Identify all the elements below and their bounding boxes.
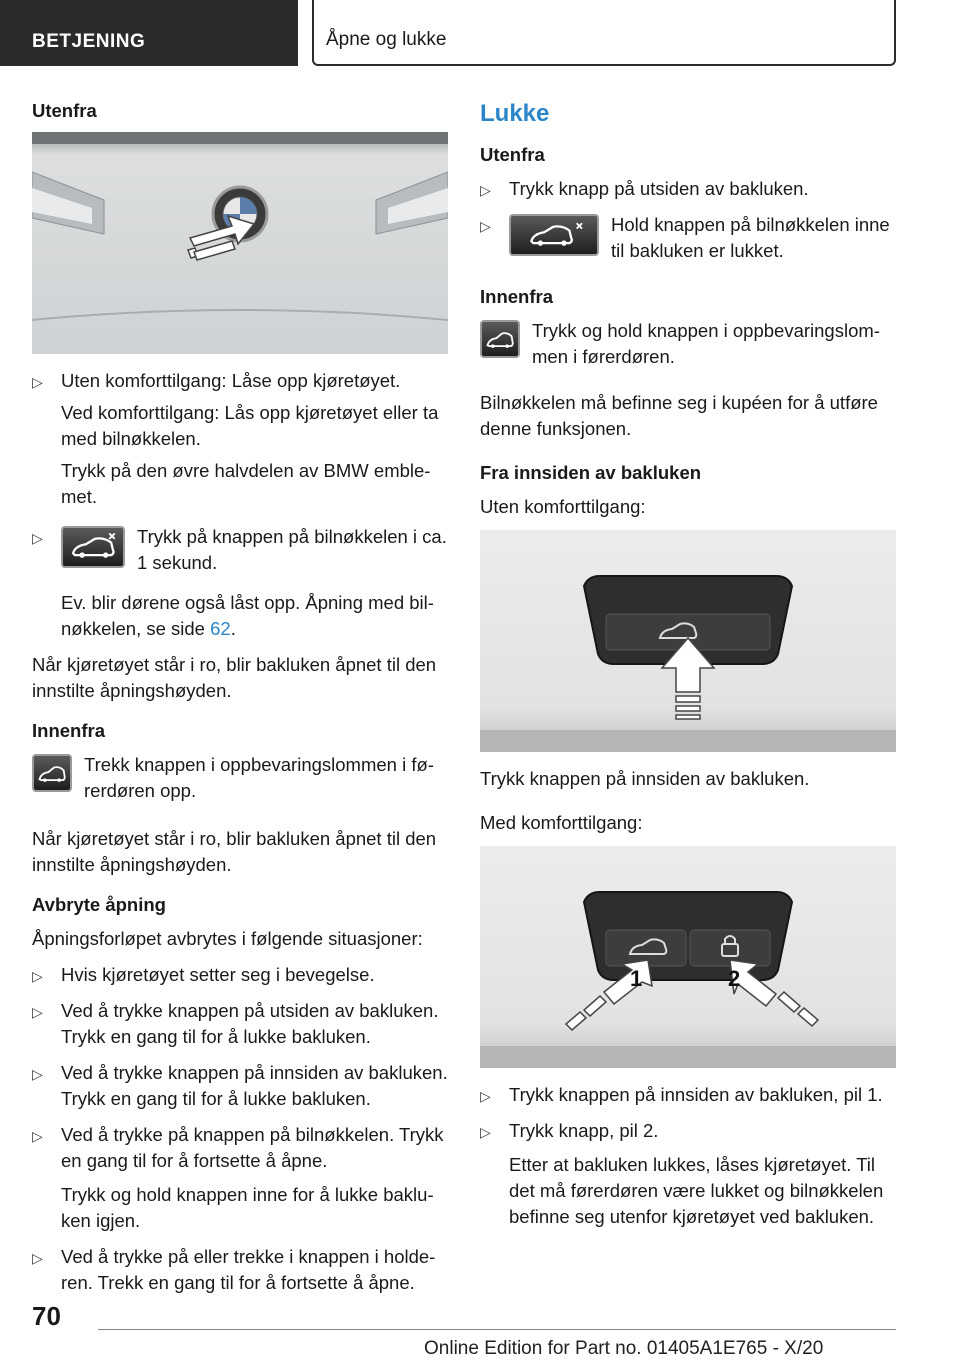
left-column: Utenfra ▷ Uten komforttilgang: Låse opp kjøretøyet. Ved komforttilgang: Lås opp kjøretøyet eller ta med bilnøkkelen. Trykk på den øvre halvdelen av BMW emblemet. ▷ Trykk på knappen på bilnøkkelen i ca. 1 sekund. Ev. blir dørene også låst opp. Åpning med bilnøkkelen, se side 62. Når kjøretøyet står i ro, blir bakluken åpnet til den innstilte åpningshøyden. Innenfra Trekk knappen i oppbevaringslommen i førerdøren opp. Når kjøretøyet står i ro, blir bakluken åpnet til den innstilte åpningshøyden. Avbryte åpning Åpningsforløpet avbrytes i følgende situasjoner: ▷ Hvis kjøretøyet setter seg i bevegelse. ▷ Ved å trykke knappen på utsiden av bakluken. Trykk en gang til for å lukke bakluken. ▷ Ved å trykke knappen på innsiden av bakluken. Trykk en gang til for å lukke bakluken. ▷ Ved å trykke på knappen på bilnøkkelen. Trykk en gang til for å fortsette å åpne. Trykk og hold knappen inne for å lukke bakluken igjen. ▷ Ved å trykke på eller trekke i knappen i holderen. Trekk en gang til for å fortsette å åpne. <box>32 100 448 1306</box>
bullet-triangle-icon: ▷ <box>480 218 491 234</box>
arrow-label-2: 2 <box>728 966 741 991</box>
stationary-note-1: Når kjøretøyet står i ro, blir bakluken åpnet til den innstilte åpningshøyden. <box>32 654 437 701</box>
bullet-triangle-icon: ▷ <box>32 1066 43 1082</box>
open-outside-list <box>32 368 448 642</box>
list-item: ▷ Ved å trykke på knappen på bilnøkkelen. Trykk en gang til for å fortsette å åpne. Trykk og hold knappen inne for å lukke bakluken igjen. <box>32 1124 444 1231</box>
bullet-triangle-icon: ▷ <box>32 1250 43 1266</box>
stationary-note-2: Når kjøretøyet står i ro, blir bakluken åpnet til den innstilte åpningshøyden. <box>32 828 437 875</box>
chapter-title: Åpne og lukke <box>312 0 896 66</box>
list-item: ▷ Trykk knapp, pil 2. Etter at bakluken lukkes, låses kjøretøyet. Til det må førerdøren være lukket og bilnøkkelen befinne seg utenfor kjøretøyet ved bakluken. <box>480 1120 884 1227</box>
heading-close: Lukke <box>480 100 550 127</box>
bullet-triangle-icon: ▷ <box>32 374 43 390</box>
bullet-triangle-icon: ▷ <box>32 968 43 984</box>
heading-inside: Innenfra <box>32 720 105 741</box>
list-item: ▷ Ved å trykke knappen på utsiden av bakluken. Trykk en gang til for å lukke bakluken. <box>32 1000 439 1047</box>
tailgate-inside-button-photo <box>480 530 896 752</box>
list-item: ▷ Hold knappen på bilnøkkelen inne til bakluken er lukket. <box>480 214 890 261</box>
bullet-triangle-icon: ▷ <box>32 1004 43 1020</box>
heading-from-inside: Fra innsiden av bakluken <box>480 462 702 483</box>
list-item: ▷ Ved å trykke på eller trekke i knappen i holderen. Trekk en gang til for å fortsette å åpne. <box>32 1246 436 1293</box>
close-inside-list <box>480 1082 896 1230</box>
page-number: 70 <box>32 1301 61 1331</box>
tailgate-key-button-icon <box>509 214 599 256</box>
bullet-triangle-icon: ▷ <box>32 1128 43 1144</box>
footer-divider <box>98 1329 896 1330</box>
arrow-label-1: 1 <box>630 966 643 991</box>
page-header <box>0 0 960 66</box>
list-item: ▷ Trykk på knappen på bilnøkkelen i ca. 1 sekund. Ev. blir dørene også låst opp. Åpning med bilnøkkelen, se side 62. <box>32 526 447 639</box>
list-item: ▷ Trykk knappen på innsiden av bakluken, pil 1. <box>480 1082 896 1108</box>
page-ref-link[interactable]: 62 <box>210 618 231 639</box>
figure-caption-1: Trykk knappen på innsiden av bakluken. <box>480 768 810 789</box>
heading-outside-close: Utenfra <box>480 144 545 165</box>
list-item: ▷ Trykk knapp på utsiden av bakluken. <box>480 176 896 202</box>
list-item: ▷ Hvis kjøretøyet setter seg i bevegelse. <box>32 962 448 988</box>
no-comfort-label: Uten komforttilgang: <box>480 496 646 517</box>
tailgate-key-button-icon <box>61 526 125 568</box>
right-column: Lukke Utenfra ▷ Trykk knapp på utsiden av bakluken. ▷ Hold knappen på bilnøkkelen inne til bakluken er lukket. Innenfra Trykk og hold knappen i oppbevaringslommen i førerdøren. Bilnøkkelen må befinne seg i kupéen for å utføre denne funksjonen. Fra innsiden av bakluken Uten komforttilgang: Trykk knappen på innsiden av bakluken. Med komforttilgang: 1 2 ▷ Trykk knappen på innsiden av bakluken, pil 1. ▷ Trykk knapp, pil 2. Etter at bakluken lukkes, låses kjøretøyet. Til det må førerdøren være lukket og bilnøkkelen befinne seg utenfor kjøretøyet ved bakluken. <box>480 100 896 1240</box>
abort-intro: Åpningsforløpet avbrytes i følgende situasjoner: <box>32 928 423 949</box>
inside-note: Bilnøkkelen må befinne seg i kupéen for å utføre denne funksjonen. <box>480 392 878 439</box>
close-outside-list <box>480 176 896 270</box>
bullet-triangle-icon: ▷ <box>480 182 491 198</box>
heading-abort: Avbryte åpning <box>32 894 166 915</box>
bullet-triangle-icon: ▷ <box>32 530 43 546</box>
tailgate-door-button-icon <box>32 754 72 792</box>
with-comfort-label: Med komforttilgang: <box>480 812 643 833</box>
section-tab: BETJENING <box>0 0 298 66</box>
bullet-triangle-icon: ▷ <box>480 1088 491 1104</box>
list-item: ▷ Ved å trykke knappen på innsiden av bakluken. Trykk en gang til for å lukke bakluken. <box>32 1062 448 1109</box>
bullet-triangle-icon: ▷ <box>480 1124 491 1140</box>
tailgate-door-button-icon <box>480 320 520 358</box>
heading-inside-close: Innenfra <box>480 286 553 307</box>
heading-outside: Utenfra <box>32 100 97 121</box>
tailgate-emblem-photo <box>32 132 448 354</box>
abort-list <box>32 962 448 1296</box>
list-item: ▷ Uten komforttilgang: Låse opp kjøretøyet. Ved komforttilgang: Lås opp kjøretøyet eller ta med bilnøkkelen. Trykk på den øvre halvdelen av BMW emblemet. <box>32 370 439 507</box>
tailgate-inside-two-buttons-photo <box>480 846 896 1068</box>
edition-note: Online Edition for Part no. 01405A1E765 - X/20 <box>424 1338 824 1359</box>
